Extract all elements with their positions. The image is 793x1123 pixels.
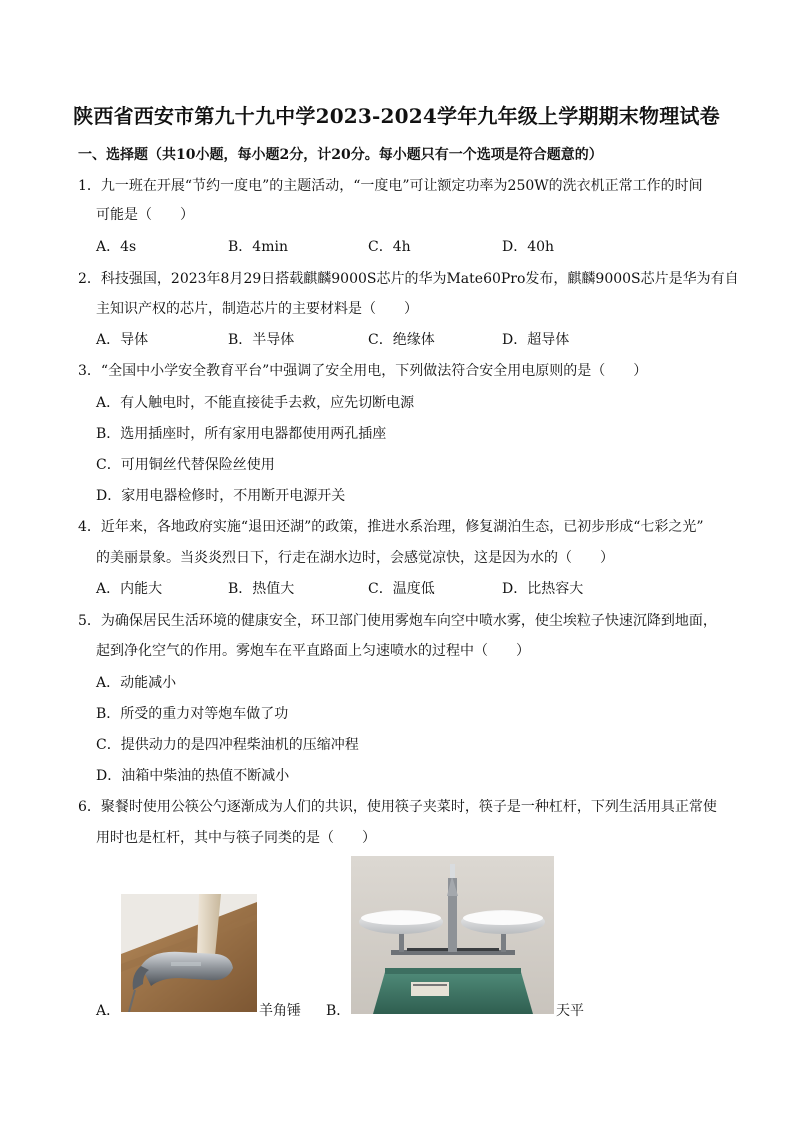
option-b[interactable]: B．半导体 (228, 332, 295, 348)
option-c[interactable]: C．温度低 (368, 581, 435, 597)
question-4-cont: 的美丽景象。当炎炎烈日下，行走在湖水边时，会感觉凉快，这是因为水的（ ） (96, 550, 614, 566)
option-a[interactable]: A．有人触电时，不能直接徒手去救，应先切断电源 (96, 395, 415, 411)
option-d[interactable]: D．油箱中柴油的热值不断减小 (96, 768, 290, 784)
option-a[interactable]: A．导体 (96, 332, 149, 348)
option-d[interactable]: D．家用电器检修时，不用断开电源开关 (96, 488, 346, 504)
option-a-name: 羊角锤 (259, 1003, 301, 1019)
option-a[interactable]: A．内能大 (96, 581, 163, 597)
question-6-cont: 用时也是杠杆，其中与筷子同类的是（ ） (96, 830, 376, 846)
option-c[interactable]: C．提供动力的是四冲程柴油机的压缩冲程 (96, 737, 359, 753)
claw-hammer-image (121, 894, 257, 1012)
question-5-cont: 起到净化空气的作用。雾炮车在平直路面上匀速喷水的过程中（ ） (96, 643, 530, 659)
option-b[interactable]: B．选用插座时，所有家用电器都使用两孔插座 (96, 426, 387, 442)
section-heading: 一、选择题（共10小题，每小题2分，计20分。每小题只有一个选项是符合题意的） (78, 147, 603, 163)
exam-title: 陕西省西安市第九十九中学2023-2024学年九年级上学期期末物理试卷 (73, 104, 720, 128)
option-b[interactable]: B．所受的重力对等炮车做了功 (96, 706, 289, 722)
option-b[interactable]: B．4min (228, 239, 288, 255)
option-b-letter[interactable]: B． (326, 1003, 351, 1019)
option-a-letter[interactable]: A． (96, 1003, 121, 1019)
question-3: 3．“全国中小学安全教育平台”中强调了安全用电，下列做法符合安全用电原则的是（ ） (78, 363, 648, 379)
option-c[interactable]: C．可用铜丝代替保险丝使用 (96, 457, 275, 473)
option-c[interactable]: C．4h (368, 239, 411, 255)
question-4: 4．近年来，各地政府实施“退田还湖”的政策，推进水系治理，修复湖泊生态，已初步形成“七彩之光” (78, 519, 704, 535)
question-1: 1．九一班在开展“节约一度电”的主题活动，“一度电”可让额定功率为250W的洗衣机正常工作的时间 (78, 178, 703, 194)
question-2-cont: 主知识产权的芯片，制造芯片的主要材料是（ ） (96, 301, 418, 317)
option-d[interactable]: D．40h (502, 239, 555, 255)
balance-scale-image (351, 856, 554, 1014)
option-b[interactable]: B．热值大 (228, 581, 295, 597)
option-d[interactable]: D．比热容大 (502, 581, 584, 597)
question-2: 2．科技强国，2023年8月29日搭载麒麟9000S芯片的华为Mate60Pro发布，麒麟9000S芯片是华为有自 (78, 271, 739, 287)
option-b-name: 天平 (556, 1003, 584, 1019)
question-5: 5．为确保居民生活环境的健康安全，环卫部门使用雾炮车向空中喷水雾，使尘埃粒子快速沉降到地面， (78, 613, 717, 629)
option-a[interactable]: A．4s (96, 239, 137, 255)
option-c[interactable]: C．绝缘体 (368, 332, 435, 348)
option-a[interactable]: A．动能减小 (96, 675, 177, 691)
option-d[interactable]: D．超导体 (502, 332, 570, 348)
question-1-cont: 可能是（ ） (96, 207, 194, 223)
question-6: 6．聚餐时使用公筷公勺逐渐成为人们的共识，使用筷子夹菜时，筷子是一种杠杆，下列生活用具正常使 (78, 799, 717, 815)
